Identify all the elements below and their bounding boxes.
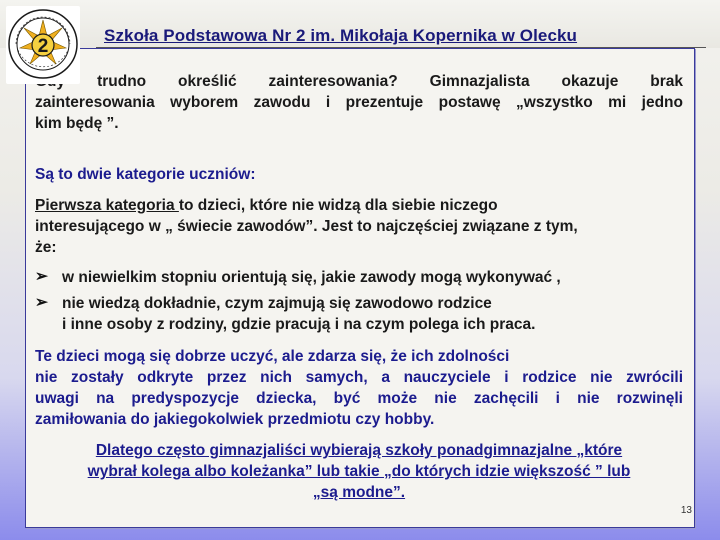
- intro-line-1-rest: trudno określić zainteresowania? Gimnazjalista okazuje brak: [97, 73, 684, 90]
- intro-line-3: kim będę ”.: [35, 115, 119, 132]
- intro-line-1: [35, 71, 683, 92]
- paragraph-line-2: nie zostały odkryte przez nich samych, a nauczyciele i rodzice nie zwrócili: [35, 369, 683, 386]
- logo-number: 2: [37, 36, 49, 57]
- conclusion-line-2: wybrał kolega albo koleżanka” lub takie „do których idzie większość ” lub: [87, 463, 631, 480]
- intro-line-2: zainteresowania wyborem zawodu i prezentuje postawę „wszystko mi jedno: [35, 94, 683, 111]
- conclusion-line-1: Dlatego często gimnazjaliści wybierają szkoły ponadgimnazjalne „które: [95, 442, 623, 459]
- paragraph-line-3: uwagi na predyspozycje dziecka, być może nie zachęcili i nie rozwinęli: [35, 390, 683, 407]
- first-category-line-1: [35, 195, 498, 216]
- conclusion-line-3: „są modne”.: [312, 484, 406, 501]
- arrow-bullet-icon: ➢: [35, 268, 48, 285]
- bullet-1-line-1: w niewielkim stopniu orientują się, jakie zawody mogą wykonywać ,: [62, 269, 561, 286]
- paragraph-line-4: zamiłowania do jakiegokolwiek przedmiotu czy hobby.: [35, 411, 435, 428]
- arrow-bullet-icon: ➢: [35, 294, 48, 311]
- page-title: Szkoła Podstawowa Nr 2 im. Mikołaja Kopernika w Olecku: [104, 26, 578, 45]
- page-number: 13: [680, 505, 692, 516]
- first-category-line-2: interesującego w „ świecie zawodów”. Jest to najczęściej związane z tym,: [35, 218, 578, 235]
- bullet-2-line-1: nie wiedzą dokładnie, czym zajmują się zawodowo rodzice: [62, 295, 492, 312]
- first-category-line-1-rest: to dzieci, które nie widzą dla siebie niczego: [178, 197, 498, 214]
- first-category-label: Pierwsza kategoria: [35, 197, 179, 214]
- school-logo: [6, 6, 80, 84]
- categories-intro: Są to dwie kategorie uczniów:: [35, 166, 256, 183]
- first-category-line-3: że:: [35, 239, 57, 256]
- bullet-2-line-2: i inne osoby z rodziny, gdzie pracują i na czym polega ich praca.: [62, 316, 536, 333]
- school-emblem-icon: [6, 6, 80, 84]
- paragraph-line-1: Te dzieci mogą się dobrze uczyć, ale zdarza się, że ich zdolności: [35, 348, 510, 365]
